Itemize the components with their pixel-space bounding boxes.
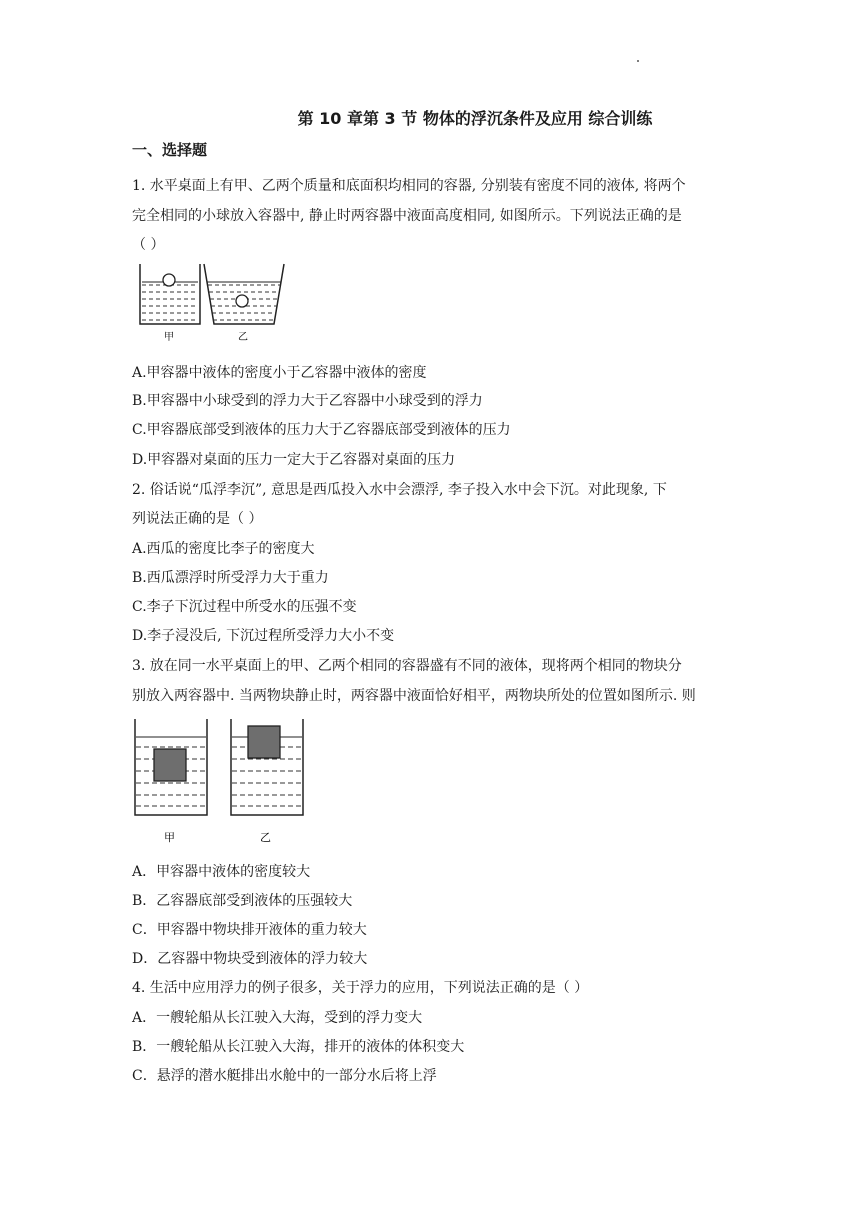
q2-line-2: 列说法正确的是（ ） [132,511,263,527]
q3-label-jia: 甲 [164,831,175,844]
q3-option-d: D．乙容器中物块受到液体的浮力较大 [132,951,368,967]
q2-option-a: A.西瓜的密度比李子的密度大 [132,541,315,557]
q4-option-c: C．悬浮的潜水艇排出水舱中的一部分水后将上浮 [132,1068,437,1084]
q3-option-a: A．甲容器中液体的密度较大 [132,864,311,880]
q2-option-d: D.李子浸没后, 下沉过程所受浮力大小不变 [132,628,395,644]
q2-line-1: 2. 俗话说“瓜浮李沉”, 意思是西瓜投入水中会漂浮, 李子投入水中会下沉。对此现象, 下 [132,482,667,498]
q3-block-yi [248,726,280,758]
q1-option-b: B.甲容器中小球受到的浮力大于乙容器中小球受到的浮力 [132,393,483,409]
q1-option-d: D.甲容器对桌面的压力一定大于乙容器对桌面的压力 [132,452,456,468]
q4-line-1: 4. 生活中应用浮力的例子很多，关于浮力的应用，下列说法正确的是（ ） [132,980,589,996]
q3-line-2: 别放入两容器中. 当两物块静止时，两容器中液面恰好相平，两物块所处的位置如图所示. 则 [132,688,696,704]
page-title: 第 10 章第 3 节 物体的浮沉条件及应用 综合训练 [297,109,653,128]
q1-label-yi: 乙 [238,332,248,343]
q3-block-jia [154,749,186,781]
q1-option-c: C.甲容器底部受到液体的压力大于乙容器底部受到液体的压力 [132,422,511,438]
q3-figure [130,715,310,847]
section-heading: 一、选择题 [132,141,208,159]
q3-label-yi: 乙 [260,831,271,844]
q1-ball-yi [236,295,248,307]
q2-option-c: C.李子下沉过程中所受水的压强不变 [132,599,357,615]
q1-container-yi [204,264,284,343]
q1-line-3: （ ） [132,237,165,253]
q3-container-jia [135,719,207,844]
q4-option-a: A．一艘轮船从长江驶入大海，受到的浮力变大 [132,1010,423,1026]
q1-figure [132,258,292,346]
q3-line-1: 3. 放在同一水平桌面上的甲、乙两个相同的容器盛有不同的液体，现将两个相同的物块分 [132,658,682,674]
q2-option-b: B.西瓜漂浮时所受浮力大于重力 [132,570,329,586]
q4-option-b: B．一艘轮船从长江驶入大海，排开的液体的体积变大 [132,1039,465,1055]
q1-container-jia [140,264,200,343]
q3-container-yi [231,719,303,844]
q1-line-1: 1. 水平桌面上有甲、乙两个质量和底面积均相同的容器, 分别装有密度不同的液体, 将两个 [132,178,686,194]
scan-dot [637,60,639,62]
q3-option-b: B．乙容器底部受到液体的压强较大 [132,893,353,909]
q1-ball-jia [163,274,175,286]
q1-line-2: 完全相同的小球放入容器中, 静止时两容器中液面高度相同, 如图所示。下列说法正确的是 [132,208,682,224]
q3-option-c: C．甲容器中物块排开液体的重力较大 [132,922,367,938]
q1-option-a: A.甲容器中液体的密度小于乙容器中液体的密度 [132,365,427,381]
q1-label-jia: 甲 [164,332,174,343]
